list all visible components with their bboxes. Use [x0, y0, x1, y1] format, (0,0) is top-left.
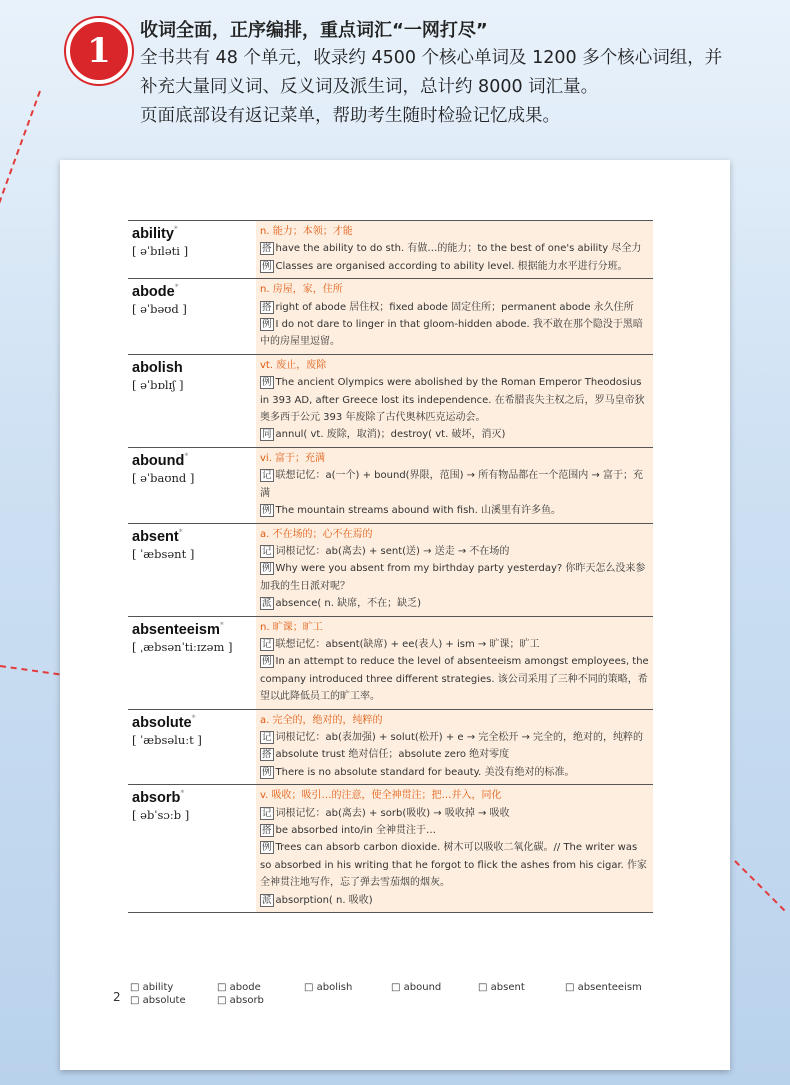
def-line — [260, 805, 649, 822]
page-number: 2 — [113, 990, 121, 1004]
review-word: abode — [229, 982, 261, 993]
intro-line: 全书共有 48 个单元，收录约 4500 个核心单词及 1200 多个核心词组，并 — [140, 48, 723, 68]
def-text: absorption( n. 吸收) — [275, 894, 373, 906]
def-line — [260, 636, 649, 653]
checkbox-icon[interactable]: □ — [565, 982, 575, 993]
def-line — [260, 502, 649, 519]
headword: abode — [132, 284, 175, 301]
definition-cell — [256, 279, 653, 355]
review-word: ability — [142, 982, 174, 993]
entry-table — [128, 220, 653, 913]
def-line — [260, 258, 649, 275]
def-line — [260, 543, 649, 560]
checkbox-icon[interactable]: □ — [130, 982, 140, 993]
label-tag: 例 — [262, 842, 272, 854]
entry-row — [128, 447, 653, 523]
intro-block — [140, 16, 760, 131]
def-text: Trees can absorb carbon dioxide. 树木可以吸收二氧化碳。// The writer was so absorbed in his writing that he forgot to flick the ashes from his cigar. 作家全神贯注地写作，忘了弹去雪茄烟的烟灰。 — [260, 842, 648, 889]
label-tag: 例 — [262, 656, 272, 668]
review-item[interactable] — [130, 982, 217, 993]
label-tag: 记 — [262, 638, 272, 650]
definition-cell — [256, 523, 653, 616]
review-item[interactable] — [217, 995, 304, 1006]
checkbox-icon[interactable]: □ — [391, 982, 401, 993]
label-tag: 例 — [262, 766, 272, 778]
def-text: be absorbed into/in 全神贯注于… — [275, 825, 436, 836]
headword: abolish — [132, 359, 183, 376]
def-text: 词根记忆：ab(表加强) + solut(松开) + e → 完全松开 → 完全的，绝对的，纯粹的 — [275, 731, 644, 743]
definition-cell — [256, 785, 653, 913]
label-tag: 记 — [262, 470, 272, 482]
def-text: 词根记忆：ab(离去) + sent(送) → 送走 → 不在场的 — [275, 545, 510, 557]
checkbox-icon[interactable]: □ — [304, 982, 314, 993]
phonetic: [ əˈbɪləti ] — [132, 244, 189, 258]
checkbox-icon[interactable]: □ — [478, 982, 488, 993]
checkbox-icon[interactable]: □ — [217, 982, 227, 993]
definition-cell — [256, 709, 653, 785]
def-line — [260, 595, 649, 612]
headword: absorb — [132, 790, 181, 807]
review-word: abolish — [316, 982, 353, 993]
def-text: The ancient Olympics were abolished by the Roman Emperor Theodosius in 393 AD, after Greece lost its independence. 在希腊丧失主权之后，罗马皇帝狄奥多西于公元 393 年废除了古代奥林匹克运动会。 — [260, 377, 645, 424]
def-line — [260, 764, 649, 781]
checkbox-icon[interactable]: □ — [217, 995, 227, 1006]
def-line — [260, 316, 649, 351]
phonetic: [ əˈbaʊnd ] — [132, 470, 195, 485]
review-item[interactable] — [391, 982, 478, 993]
headword-cell — [128, 447, 256, 523]
def-line — [260, 746, 649, 763]
headword: absent — [132, 528, 179, 545]
def-line — [260, 467, 649, 502]
part-of-speech: n. 房屋，家，住所 — [260, 284, 343, 296]
label-tag: 派 — [262, 598, 272, 610]
decor-dash — [0, 91, 41, 223]
star-mark: * — [184, 451, 189, 461]
def-text: There is no absolute standard for beauty. 美没有绝对的标准。 — [275, 766, 575, 778]
def-line — [260, 822, 649, 839]
def-text: The mountain streams abound with fish. 山溪里有许多鱼。 — [275, 505, 561, 517]
headword: abound — [132, 452, 185, 469]
phonetic: [ ˈæbsəluːt ] — [132, 732, 202, 747]
entry-row — [128, 279, 653, 355]
headword-cell — [128, 523, 256, 616]
def-text: annul( vt. 废除，取消)；destroy( vt. 破坏，消灭) — [275, 429, 506, 441]
def-line — [260, 374, 649, 426]
star-mark: * — [180, 788, 185, 798]
definition-cell — [256, 354, 653, 447]
headword-cell — [128, 785, 256, 913]
phonetic: [ ˈæbsənt ] — [132, 546, 195, 561]
review-menu — [130, 982, 670, 1006]
label-tag: 搭 — [262, 243, 272, 255]
entry-row — [128, 354, 653, 447]
phonetic: [ ˌæbsənˈtiːɪzəm ] — [132, 639, 233, 654]
phonetic: [ əˈbəʊd ] — [132, 302, 187, 317]
label-tag: 例 — [262, 377, 272, 389]
def-line — [260, 426, 649, 443]
phonetic: [ əˈbɒlɪʃ ] — [132, 377, 184, 392]
label-tag: 记 — [262, 807, 272, 819]
def-text: In an attempt to reduce the level of absenteeism amongst employees, the company introduced three different strategies. 该公司采用了三种不同的策略，希望以此降低员工的旷工率。 — [260, 656, 649, 703]
definition-cell — [256, 447, 653, 523]
part-of-speech: vt. 废止，废除 — [260, 359, 327, 371]
def-text: I do not dare to linger in that gloom-hidden abode. 我不敢在那个隐没于黑暗中的房屋里逗留。 — [260, 319, 643, 348]
star-mark: * — [174, 282, 179, 292]
definition-cell — [256, 221, 653, 279]
label-tag: 搭 — [262, 749, 272, 761]
label-tag: 例 — [262, 260, 272, 272]
headword-cell — [128, 279, 256, 355]
def-text: 词根记忆：ab(离去) + sorb(吸收) → 吸收掉 → 吸收 — [275, 807, 510, 819]
review-word: absolute — [142, 995, 186, 1006]
headword-cell — [128, 354, 256, 447]
entry-row — [128, 785, 653, 913]
def-text: absence( n. 缺席，不在；缺乏) — [275, 598, 422, 610]
def-line — [260, 240, 649, 257]
review-item[interactable] — [565, 982, 652, 993]
part-of-speech: n. 旷课；旷工 — [260, 621, 323, 633]
def-text: have the ability to do sth. 有做…的能力；to the best of one's ability 尽全力 — [275, 243, 642, 255]
headword: absenteeism — [132, 621, 220, 638]
part-of-speech: vi. 富于；充满 — [260, 452, 326, 464]
headword-cell — [128, 709, 256, 785]
phonetic: [ əbˈsɔːb ] — [132, 808, 190, 823]
label-tag: 记 — [262, 731, 272, 743]
headword-cell — [128, 616, 256, 709]
headword: absolute — [132, 714, 192, 731]
review-word: absenteeism — [577, 982, 642, 993]
review-word: absorb — [229, 995, 264, 1006]
def-text: right of abode 居住权；fixed abode 固定住所；permanent abode 永久住所 — [275, 301, 634, 313]
def-line — [260, 892, 649, 909]
def-text: Why were you absent from my birthday party yesterday? 你昨天怎么没来参加我的生日派对呢？ — [260, 563, 646, 592]
def-text: 联想记忆：a(一个) + bound(界限，范围) → 所有物品都在一个范围内 → 富于；充满 — [260, 470, 643, 499]
review-item[interactable] — [130, 995, 217, 1006]
entry-row — [128, 523, 653, 616]
def-line — [260, 560, 649, 595]
def-line — [260, 729, 649, 746]
label-tag: 搭 — [262, 825, 272, 836]
book-page — [60, 160, 730, 1070]
review-item[interactable] — [304, 982, 391, 993]
headword: ability — [132, 226, 174, 242]
decor-dash — [734, 860, 785, 911]
star-mark: * — [173, 224, 178, 234]
label-tag: 同 — [262, 429, 272, 441]
star-mark: * — [219, 620, 224, 630]
label-tag: 例 — [262, 319, 272, 331]
label-tag: 记 — [262, 545, 272, 557]
entry-row — [128, 616, 653, 709]
star-mark: * — [191, 713, 196, 723]
def-text: 联想记忆：absent(缺席) + ee(表人) + ism → 旷课；旷工 — [275, 638, 540, 650]
checkbox-icon[interactable]: □ — [130, 995, 140, 1006]
star-mark: * — [178, 527, 183, 537]
definition-cell — [256, 616, 653, 709]
headword-cell — [128, 221, 256, 279]
intro-line: 页面底部设有返记菜单，帮助考生随时检验记忆成果。 — [140, 106, 560, 126]
def-line — [260, 299, 649, 316]
heading: 收词全面，正序编排，重点词汇“一网打尽” — [140, 20, 488, 41]
def-text: absolute trust 绝对信任；absolute zero 绝对零度 — [275, 749, 510, 761]
part-of-speech: a. 完全的，绝对的，纯粹的 — [260, 714, 383, 726]
review-item[interactable] — [478, 982, 565, 993]
part-of-speech: v. 吸收；吸引…的注意，使全神贯注；把…并入，同化 — [260, 790, 502, 802]
label-tag: 例 — [262, 563, 272, 575]
def-line — [260, 839, 649, 891]
intro-line: 补充大量同义词、反义词及派生词，总计约 8000 词汇量。 — [140, 77, 599, 97]
part-of-speech: a. 不在场的；心不在焉的 — [260, 528, 373, 540]
label-tag: 搭 — [262, 301, 272, 313]
part-of-speech: n. 能力；本领；才能 — [260, 226, 353, 237]
entry-row — [128, 221, 653, 279]
review-item[interactable] — [217, 982, 304, 993]
review-word: absent — [490, 982, 525, 993]
label-tag: 派 — [262, 894, 272, 906]
entry-row — [128, 709, 653, 785]
def-text: Classes are organised according to ability level. 根据能力水平进行分班。 — [275, 260, 628, 272]
section-badge: 1 — [66, 18, 132, 84]
def-line — [260, 653, 649, 705]
review-word: abound — [403, 982, 442, 993]
label-tag: 例 — [262, 505, 272, 517]
decor-dash — [0, 665, 60, 675]
